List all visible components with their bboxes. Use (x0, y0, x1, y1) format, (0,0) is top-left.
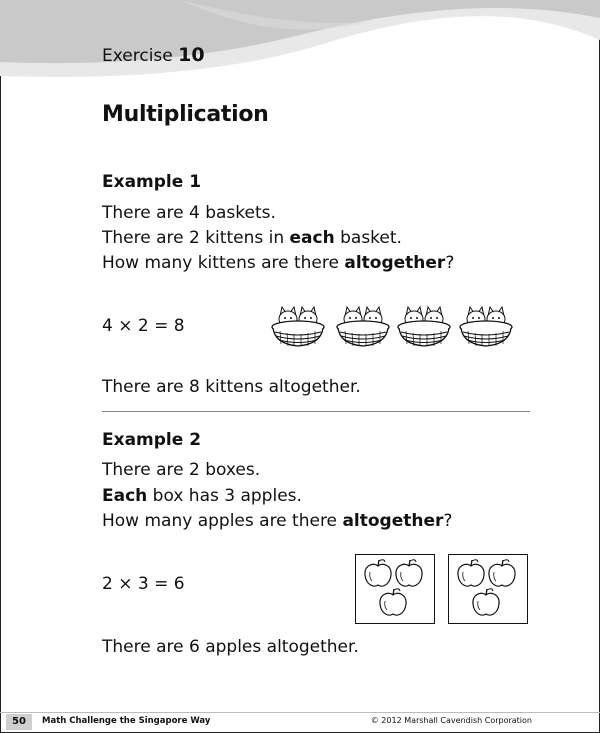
header-band (0, 0, 600, 90)
text-span: basket. (334, 228, 402, 248)
exercise-word: Exercise (102, 46, 173, 66)
divider (102, 411, 530, 412)
page-number: 50 (6, 714, 32, 730)
example-2-heading: Example 2 (102, 430, 202, 450)
book-title: Math Challenge the Singapore Way (42, 716, 211, 726)
text-span: ? (445, 253, 455, 273)
text-span: How many kittens are there (102, 253, 345, 273)
example-1-line-1: There are 4 baskets. (102, 203, 276, 223)
bold-word: Each (102, 486, 148, 506)
text-span: ? (443, 511, 453, 531)
example-2-answer: There are 6 apples altogether. (102, 637, 359, 657)
basket-icon (335, 300, 391, 350)
example-2-line-3 (102, 511, 452, 531)
example-1-answer: There are 8 kittens altogether. (102, 377, 361, 397)
basket-icon (270, 300, 326, 350)
footer-divider (0, 712, 600, 713)
apple-icon (449, 555, 527, 623)
bold-word: altogether (342, 511, 444, 531)
example-1-equation: 4 × 2 = 8 (102, 316, 185, 336)
exercise-label (102, 44, 205, 66)
page-title: Multiplication (102, 102, 269, 127)
example-2-line-2 (102, 486, 302, 506)
example-2-equation: 2 × 3 = 6 (102, 574, 185, 594)
basket-icon (396, 300, 452, 350)
apple-box (448, 554, 528, 624)
apple-box (355, 554, 435, 624)
text-span: There are 2 kittens in (102, 228, 290, 248)
bold-word: each (289, 228, 335, 248)
apple-icon (356, 555, 434, 623)
example-1-line-3 (102, 253, 454, 273)
basket-icon (458, 300, 514, 350)
example-2-line-1: There are 2 boxes. (102, 460, 261, 480)
text-span: box has 3 apples. (147, 486, 302, 506)
example-1-heading: Example 1 (102, 172, 202, 192)
copyright: © 2012 Marshall Cavendish Corporation (370, 716, 532, 725)
bold-word: altogether (344, 253, 446, 273)
example-1-line-2 (102, 228, 402, 248)
exercise-number: 10 (178, 44, 205, 66)
text-span: How many apples are there (102, 511, 343, 531)
